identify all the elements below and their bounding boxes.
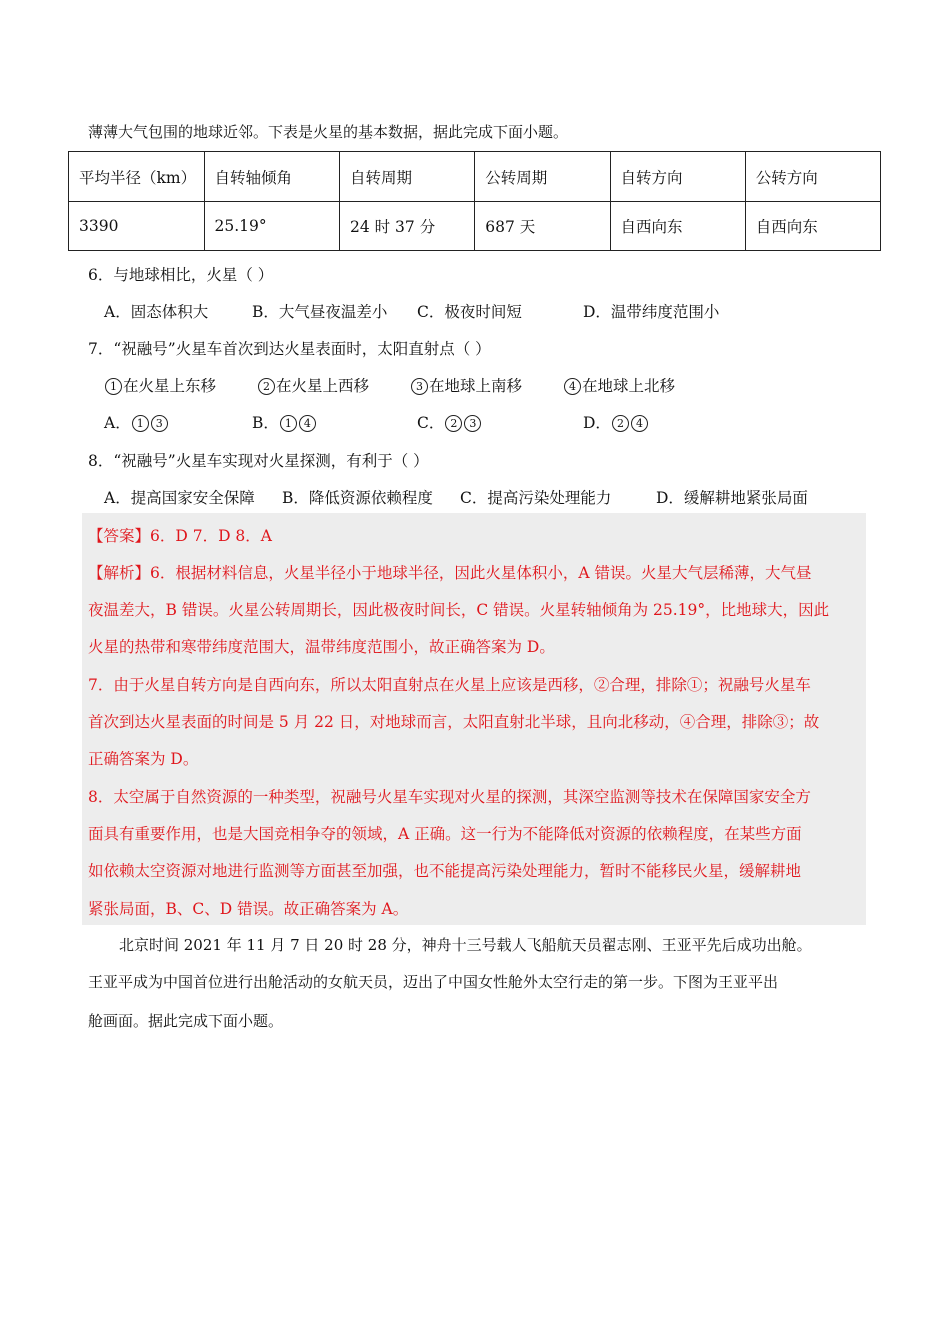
answer-key: 【答案】6．D 7．D 8．A xyxy=(88,527,272,545)
option-a: A．固态体积大 xyxy=(104,303,209,321)
option-b: B．降低资源依赖程度 xyxy=(282,489,433,507)
option-a: A．提高国家安全保障 xyxy=(104,489,255,507)
option-c: C．提高污染处理能力 xyxy=(460,489,612,507)
question-7-options xyxy=(104,411,649,433)
table-header-cell: 公转周期 xyxy=(475,152,610,202)
statement-2 xyxy=(257,374,410,396)
passage-line: 北京时间 2021 年 11 月 7 日 20 时 28 分，神舟十三号载人飞船航天员翟志刚、王亚平先后成功出舱。 xyxy=(119,936,812,954)
circled-number: 4 xyxy=(631,415,648,432)
passage-line: 王亚平成为中国首位进行出舱活动的女航天员，迈出了中国女性舱外太空行走的第一步。下图为王亚平出 xyxy=(88,973,779,991)
analysis-line: 火星的热带和寒带纬度范围大，温带纬度范围小，故正确答案为 D。 xyxy=(88,638,555,656)
passage-line: 舱画面。据此完成下面小题。 xyxy=(88,1012,284,1030)
option-d xyxy=(583,411,649,433)
table-header-cell: 公转方向 xyxy=(745,152,880,202)
circled-number: 3 xyxy=(464,415,481,432)
statement-text: 在地球上北移 xyxy=(582,377,676,395)
circled-number: 2 xyxy=(612,415,629,432)
analysis-line: 【解析】6．根据材料信息，火星半径小于地球半径，因此火星体积小，A 错误。火星大气层稀薄，大气昼 xyxy=(88,564,812,582)
analysis-line: 如依赖太空资源对地进行监测等方面甚至加强，也不能提高污染处理能力，暂时不能移民火星，缓解耕地 xyxy=(88,862,802,880)
intro-text: 薄薄大气包围的地球近邻。下表是火星的基本数据，据此完成下面小题。 xyxy=(88,123,569,141)
circled-number: 1 xyxy=(132,415,149,432)
circled-number: 1 xyxy=(105,378,122,395)
circled-number: 2 xyxy=(445,415,462,432)
question-6-stem: 6．与地球相比，火星（ ） xyxy=(88,266,274,284)
circled-number: 2 xyxy=(258,378,275,395)
option-letter: C． xyxy=(417,414,445,432)
option-d: D．温带纬度范围小 xyxy=(583,303,720,321)
statement-4 xyxy=(563,374,675,396)
circled-number: 3 xyxy=(411,378,428,395)
table-header-cell: 自转方向 xyxy=(610,152,745,202)
table-header-cell: 自转轴倾角 xyxy=(204,152,339,202)
question-7-stem: 7．“祝融号”火星车首次到达火星表面时，太阳直射点（ ） xyxy=(88,340,491,358)
option-c xyxy=(417,411,583,433)
question-7-statements xyxy=(104,374,675,396)
circled-number: 3 xyxy=(151,415,168,432)
table-cell: 自西向东 xyxy=(745,202,880,251)
statement-text: 在地球上南移 xyxy=(429,377,523,395)
table-header-cell: 自转周期 xyxy=(339,152,474,202)
table-row xyxy=(69,202,881,251)
statement-text: 在火星上东移 xyxy=(123,377,217,395)
option-letter: A． xyxy=(104,414,131,432)
option-d: D．缓解耕地紧张局面 xyxy=(656,489,808,507)
analysis-line: 首次到达火星表面的时间是 5 月 22 日，对地球而言，太阳直射北半球，且向北移动，④合理，排除③；故 xyxy=(88,713,820,731)
table-cell: 自西向东 xyxy=(610,202,745,251)
table-cell: 25.19° xyxy=(204,202,339,251)
circled-number: 1 xyxy=(280,415,297,432)
option-b: B．大气昼夜温差小 xyxy=(252,303,388,321)
question-8-options xyxy=(104,486,808,508)
statement-text: 在火星上西移 xyxy=(276,377,370,395)
question-6-options xyxy=(104,300,719,322)
option-a xyxy=(104,411,252,433)
statement-1 xyxy=(104,374,257,396)
table-header-cell: 平均半径（km） xyxy=(69,152,205,202)
option-b xyxy=(252,411,417,433)
statement-3 xyxy=(410,374,563,396)
table-cell: 687 天 xyxy=(475,202,610,251)
analysis-line: 夜温差大，B 错误。火星公转周期长，因此极夜时间长，C 错误。火星转轴倾角为 25.19°，比地球大，因此 xyxy=(88,601,830,619)
table-cell: 24 时 37 分 xyxy=(339,202,474,251)
option-c: C．极夜时间短 xyxy=(417,303,522,321)
option-letter: D． xyxy=(583,414,611,432)
analysis-line: 正确答案为 D。 xyxy=(88,750,199,768)
analysis-line: 面具有重要作用，也是大国竞相争夺的领域，A 正确。这一行为不能降低对资源的依赖程度，在某些方面 xyxy=(88,825,802,843)
circled-number: 4 xyxy=(564,378,581,395)
question-8-stem: 8．“祝融号”火星车实现对火星探测，有利于（ ） xyxy=(88,452,429,470)
analysis-line: 8．太空属于自然资源的一种类型，祝融号火星车实现对火星的探测，其深空监测等技术在保障国家安全方 xyxy=(88,788,811,806)
mars-data-table xyxy=(68,151,881,251)
option-letter: B． xyxy=(252,414,279,432)
circled-number: 4 xyxy=(299,415,316,432)
analysis-line: 紧张局面，B、C、D 错误。故正确答案为 A。 xyxy=(88,900,409,918)
table-header-row xyxy=(69,152,881,202)
analysis-line: 7．由于火星自转方向是自西向东，所以太阳直射点在火星上应该是西移，②合理，排除①；祝融号火星车 xyxy=(88,676,811,694)
table-cell: 3390 xyxy=(69,202,205,251)
